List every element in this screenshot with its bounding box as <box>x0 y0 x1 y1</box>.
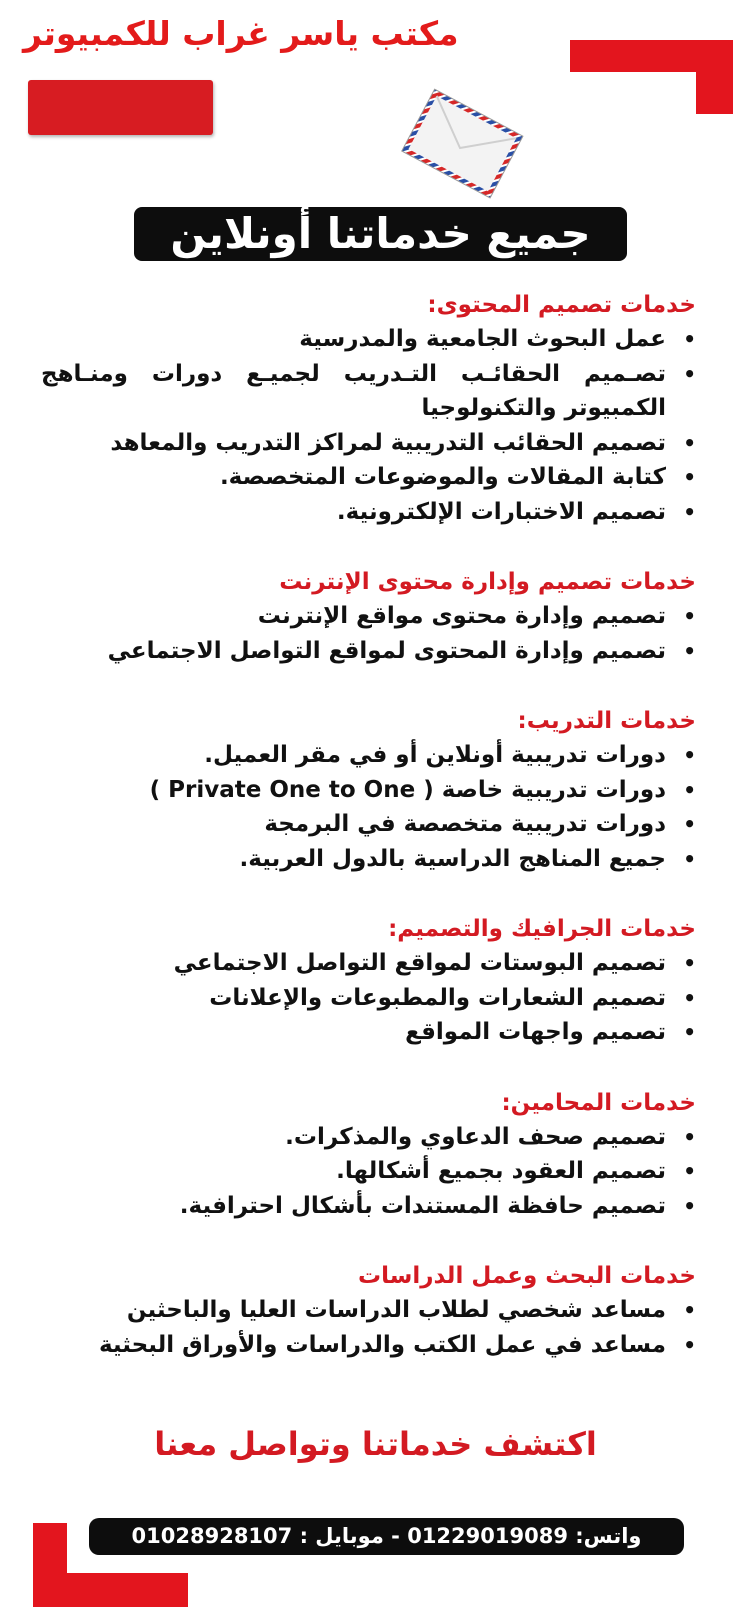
headline-banner: جميع خدماتنا أونلاين <box>134 207 627 261</box>
section-title: خدمات المحامين: <box>501 1089 696 1116</box>
section-graphics <box>41 912 696 1050</box>
service-item: • تصميم العقود بجميع أشكالها. <box>41 1154 666 1189</box>
red-banner-block <box>28 80 213 135</box>
service-item: • جميع المناهج الدراسية بالدول العربية. <box>41 842 666 877</box>
service-item: • تصميم البوستات لمواقع التواصل الاجتماعي <box>41 946 666 981</box>
corner-decoration-bottom-left <box>33 1573 188 1607</box>
service-list <box>41 1293 696 1362</box>
section-research <box>41 1259 696 1362</box>
service-item: • مساعد في عمل الكتب والدراسات والأوراق البحثية <box>41 1328 666 1363</box>
service-list <box>41 322 696 529</box>
service-list <box>41 946 696 1050</box>
service-item: • عمل البحوث الجامعية والمدرسية <box>41 322 666 357</box>
call-to-action: اكتشف خدماتنا وتواصل معنا <box>154 1425 597 1463</box>
contact-bar: واتس: 01229019089 - موبايل : 01028928107 <box>89 1518 684 1555</box>
section-title: خدمات البحث وعمل الدراسات <box>358 1263 696 1289</box>
service-item: • تصميم وإدارة المحتوى لمواقع التواصل الاجتماعي <box>41 634 666 669</box>
service-item: • تصميم واجهات المواقع <box>41 1015 666 1050</box>
service-item: • دورات تدريبية أونلاين أو في مقر العميل. <box>41 738 666 773</box>
service-item: • تصـميم الحقائـب التـدريب لجميـع دورات ومنـاهج الكمبيوتر والتكنولوجيا <box>41 357 666 426</box>
section-lawyers <box>41 1086 696 1224</box>
service-item: • تصميم الشعارات والمطبوعات والإعلانات <box>41 981 666 1016</box>
section-title: خدمات تصميم المحتوى: <box>427 292 696 318</box>
office-name: مكتب ياسر غراب للكمبيوتر <box>23 14 459 53</box>
service-item: • دورات تدريبية متخصصة في البرمجة <box>41 807 666 842</box>
service-item: • كتابة المقالات والموضوعات المتخصصة. <box>41 460 666 495</box>
service-list <box>41 738 696 876</box>
envelope-icon <box>385 88 535 208</box>
service-item: • تصميم الحقائب التدريبية لمراكز التدريب والمعاهد <box>41 426 666 461</box>
section-content-design <box>41 288 696 529</box>
section-title: خدمات الجرافيك والتصميم: <box>388 916 696 942</box>
service-item: • تصميم صحف الدعاوي والمذكرات. <box>41 1120 666 1155</box>
section-title: خدمات تصميم وإدارة محتوى الإنترنت <box>279 569 696 595</box>
services-content <box>41 288 696 1398</box>
section-web-content <box>41 565 696 668</box>
service-item: • مساعد شخصي لطلاب الدراسات العليا والباحثين <box>41 1293 666 1328</box>
service-item: • دورات تدريبية خاصة ( Private One to One ) <box>41 773 666 808</box>
service-item: • تصميم وإدارة محتوى مواقع الإنترنت <box>41 599 666 634</box>
corner-decoration-top-right-vertical <box>696 40 733 114</box>
service-list <box>41 1120 696 1224</box>
section-title: خدمات التدريب: <box>517 708 696 734</box>
service-item: • تصميم حافظة المستندات بأشكال احترافية. <box>41 1189 666 1224</box>
service-item: • تصميم الاختبارات الإلكترونية. <box>41 495 666 530</box>
section-training <box>41 704 696 876</box>
service-list <box>41 599 696 668</box>
